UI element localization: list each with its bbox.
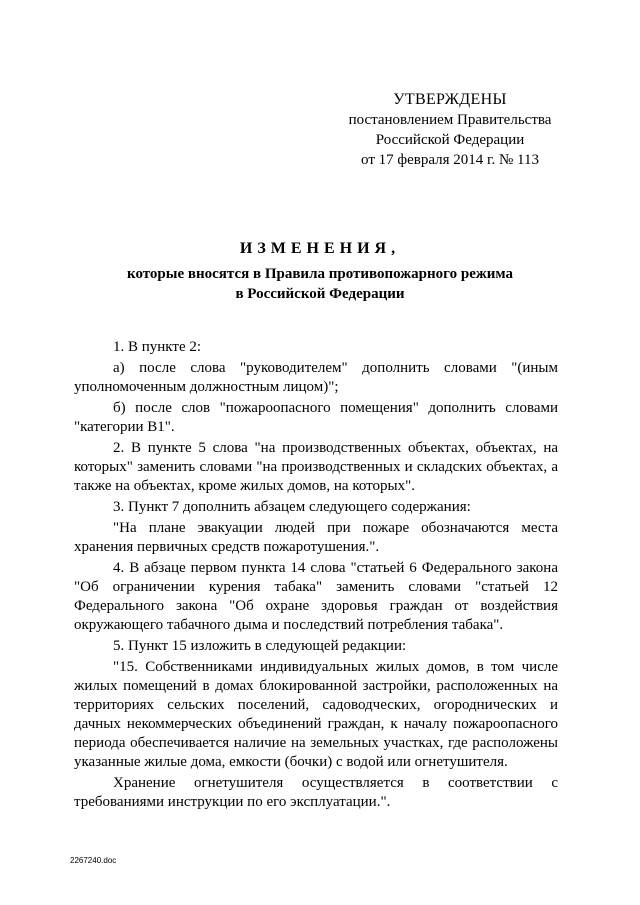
- paragraph-4: 4. В абзаце первом пункта 14 слова "статьей 6 Федерального закона "Об ограничении курения табака" заменить словами "статьей 12 Федерального закона "Об охране здоровья граждан от воздействия окружающего табачного дыма и последствий потребления табака".: [74, 560, 558, 633]
- approval-stamp: [330, 90, 570, 170]
- file-name-footer: 2267240.doc: [70, 856, 117, 865]
- approval-heading: УТВЕРЖДЕНЫ: [393, 91, 507, 108]
- paragraph-5-quote-end: Хранение огнетушителя осуществляется в соответствии с требованиями инструкции по его эксплуатации.".: [74, 775, 558, 810]
- approval-date-number: от 17 февраля 2014 г. № 113: [361, 152, 539, 168]
- paragraph-5: 5. Пункт 15 изложить в следующей редакции:: [113, 638, 407, 654]
- approval-line-2: постановлением Правительства: [348, 112, 552, 128]
- approval-line-3: Российской Федерации: [375, 132, 525, 148]
- paragraph-1b: б) после слов "пожароопасного помещения" дополнить словами "категории В1".: [74, 400, 558, 435]
- document-subtitle: [70, 264, 570, 304]
- document-body: [74, 338, 558, 814]
- document-heading: [70, 238, 570, 304]
- paragraph-2: 2. В пункте 5 слова "на производственных объектах, объектах, на которых" заменить словами "на производственных и складских объектах, а также на объектах, кроме жилых домов, на которых".: [74, 440, 558, 494]
- subtitle-line-1: которые вносятся в Правила противопожарного режима: [127, 266, 513, 282]
- paragraph-3-quote: "На плане эвакуации людей при пожаре обозначаются места хранения первичных средств пожаротушения.".: [74, 520, 558, 555]
- paragraph-3: 3. Пункт 7 дополнить абзацем следующего содержания:: [113, 499, 471, 515]
- paragraph-5-quote: "15. Собственниками индивидуальных жилых домов, в том числе жилых помещений в домах блокированной застройки, расположенных на территориях сельских поселений, садоводческих, огороднических и дачных некоммерческих объединений граждан, к началу пожароопасного периода обеспечивается наличие на земельных участках, где расположены указанные жилые дома, емкости (бочки) с водой или огнетушителя.: [74, 659, 558, 770]
- paragraph-1a: а) после слова "руководителем" дополнить словами "(иным уполномоченным должностным лицом)";: [74, 360, 558, 395]
- paragraph-1: 1. В пункте 2:: [113, 339, 202, 355]
- document-title: ИЗМЕНЕНИЯ,: [239, 240, 401, 257]
- subtitle-line-2: в Российской Федерации: [235, 286, 405, 302]
